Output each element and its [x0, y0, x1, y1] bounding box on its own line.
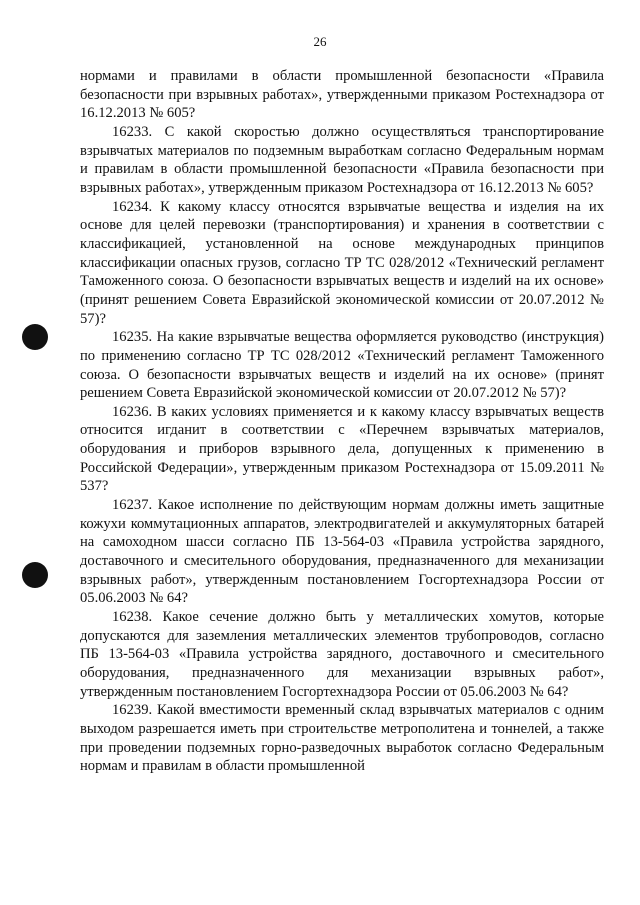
page-number: 26 [313, 34, 327, 49]
punch-hole-mark [22, 562, 48, 588]
question-16237: 16237. Какое исполнение по действующим нормам должны иметь защитные кожухи коммутационных аппаратов, электродвигателей и аккумуляторных батарей на самоходном шасси согласно ПБ 13-564-03 «Правила устройства зарядного, доставочного и смесительного оборудования, предназначенного для механизации взрывных работ», утвержденным постановлением Госгортехнадзора России от 05.06.2003 № 64? [80, 497, 604, 607]
punch-hole-mark [22, 324, 48, 350]
question-16239: 16239. Какой вместимости временный склад взрывчатых материалов с одним выходом разрешается иметь при строительстве метрополитена и тоннелей, а также при проведении подземных горно-разведочных выработок согласно Федеральным нормам и правилам в области промышленной [80, 702, 604, 775]
question-16233: 16233. С какой скоростью должно осуществляться транспортирование взрывчатых материалов по подземным выработкам согласно Федеральным нормам и правилам в области промышленной безопасности «Правила безопасности при взрывных работах», утвержденным приказом Ростехнадзора от 16.12.2013 № 605? [80, 123, 604, 196]
document-body [80, 67, 604, 776]
question-16236: 16236. В каких условиях применяется и к какому классу взрывчатых веществ относится игданит в соответствии с «Перечнем взрывчатых материалов, оборудования и приборов взрывного дела, допущенных к применению в Российской Федерации», утвержденным приказом Ростехнадзора от 15.09.2011 № 537? [80, 403, 604, 495]
paragraph-continuation: нормами и правилами в области промышленной безопасности «Правила безопасности при взрывных работах», утвержденными приказом Ростехнадзора от 16.12.2013 № 605? [80, 68, 604, 122]
question-16238: 16238. Какое сечение должно быть у металлических хомутов, которые допускаются для заземления металлических элементов трубопроводов, согласно ПБ 13-564-03 «Правила устройства зарядного, доставочного и смесительного оборудования, предназначенного для механизации взрывных работ», утвержденным постановлением Госгортехнадзора России от 05.06.2003 № 64? [80, 609, 604, 700]
question-16234: 16234. К какому классу относятся взрывчатые вещества и изделия на их основе для целей перевозки (транспортирования) и хранения в соответствии с классификацией, установленной на основе международных принципов классификации опасных грузов, согласно ТР ТС 028/2012 «Технический регламент Таможенного союза. О безопасности взрывчатых веществ и изделий на их основе» (принят решением Совета Евразийской экономической комиссии от 20.07.2012 № 57)? [80, 198, 604, 327]
question-16235: 16235. На какие взрывчатые вещества оформляется руководство (инструкция) по применению согласно ТР ТС 028/2012 «Технический регламент Таможенного союза. О безопасности взрывчатых веществ и изделий на их основе» (принят решением Совета Евразийской экономической комиссии от 20.07.2012 № 57)? [80, 329, 604, 402]
